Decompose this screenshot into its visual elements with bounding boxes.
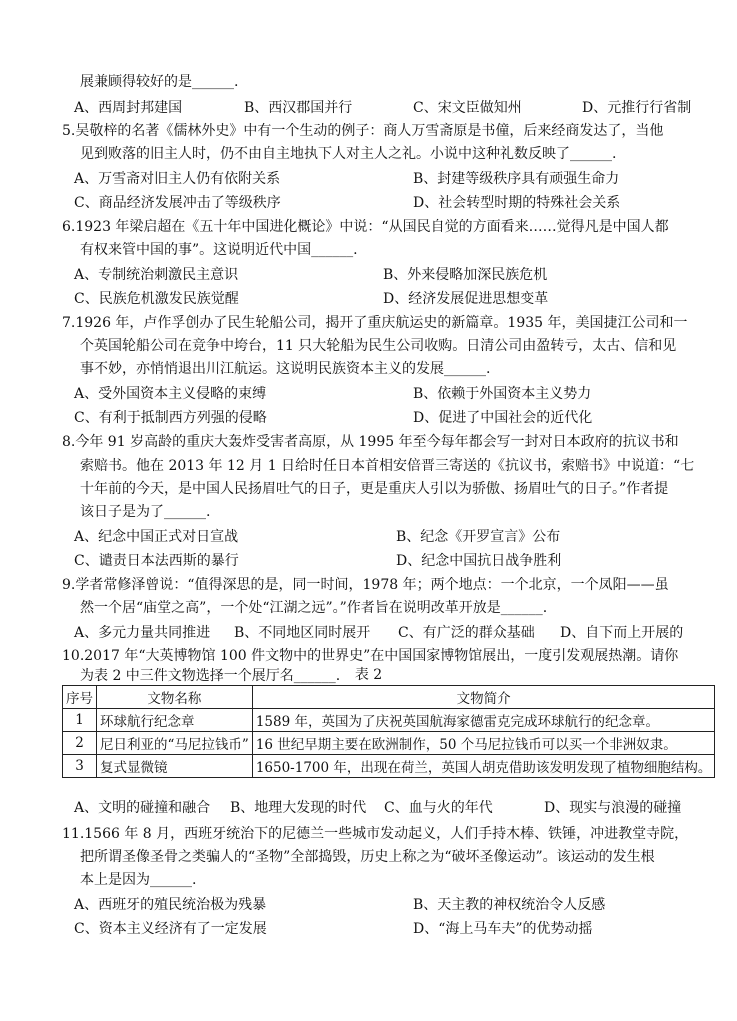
q5-line2: 见到败落的旧主人时，仍不由自主地执下人对主人之礼。小说中这种礼数反映了______. [80, 146, 617, 162]
q9-option-c: C、有广泛的群众基础 [398, 625, 535, 641]
q4-option-b: B、西汉郡国并行 [244, 100, 353, 116]
q5-option-b: B、封建等级秩序具有顽强生命力 [413, 171, 620, 187]
artifact-table [62, 685, 715, 778]
row-no: 2 [63, 732, 97, 755]
q4-option-c: C、宋文臣做知州 [413, 100, 522, 116]
row-desc: 16 世纪早期主要在欧洲制作，50 个马尼拉钱币可以买一个非洲奴隶。 [252, 732, 715, 755]
q7-option-c: C、有利于抵制西方列强的侵略 [74, 410, 267, 426]
q11-line3: 本上是因为______. [80, 872, 197, 888]
row-name: 环球航行纪念章 [97, 709, 253, 732]
table-row [63, 709, 715, 732]
row-name: 复式显微镜 [97, 755, 253, 778]
q5-option-d: D、社会转型时期的特殊社会关系 [413, 195, 621, 211]
q7-line3: 事不妙，亦悄悄退出川江航运。这说明民族资本主义的发展______. [80, 361, 491, 377]
q9-line1: 9.学者常修泽曾说：“值得深思的是，同一时间，1978 年；两个地点：一个北京，一个凤阳——虽 [62, 577, 669, 593]
q11-option-c: C、资本主义经济有了一定发展 [74, 921, 267, 937]
q6-option-d: D、经济发展促进思想变革 [383, 291, 549, 307]
q10-option-b: B、地理大发现的时代 [230, 800, 367, 816]
table-header-row [63, 686, 715, 709]
q7-option-a: A、受外国资本主义侵略的束缚 [74, 386, 267, 402]
q8-line1: 8.今年 91 岁高龄的重庆大轰炸受害者高原，从 1995 年至今每年都会写一封对日本政府的抗议书和 [62, 434, 679, 450]
q11-line2: 把所谓圣像圣骨之类骗人的“圣物”全部捣毁，历史上称之为“破坏圣像运动”。该运动的发生根 [80, 849, 655, 865]
q6-line2: 有权来管中国的事”。这说明近代中国______. [80, 242, 358, 258]
q9-option-b: B、不同地区同时展开 [234, 625, 371, 641]
q8-option-a: A、纪念中国正式对日宣战 [74, 529, 239, 545]
q11-option-a: A、西班牙的殖民统治极为残暴 [74, 897, 267, 913]
header-desc: 文物简介 [252, 686, 715, 709]
q11-option-b: B、天主教的神权统治令人反感 [413, 897, 606, 913]
q9-option-d: D、自下而上开展的 [560, 625, 684, 641]
q7-option-d: D、促进了中国社会的近代化 [413, 410, 593, 426]
q7-line2: 个英国轮船公司在竞争中垮台，11 只大轮船为民生公司收购。日清公司由盈转亏，太古、信和见 [80, 338, 677, 354]
q10-option-d: D、现实与浪漫的碰撞 [544, 800, 682, 816]
table-row [63, 732, 715, 755]
q4-option-d: D、元推行行省制 [582, 100, 692, 116]
q4-option-a: A、西周封邦建国 [74, 100, 183, 116]
q8-option-b: B、纪念《开罗宣言》公布 [396, 529, 561, 545]
header-no: 序号 [63, 686, 97, 709]
row-no: 1 [63, 709, 97, 732]
q11-line1: 11.1566 年 8 月，西班牙统治下的尼德兰一些城市发动起义，人们手持木棒、铁锤，冲进教堂寺院， [62, 826, 689, 842]
q8-line3: 十年前的今天，是中国人民扬眉吐气的日子，更是重庆人引以为骄傲、扬眉吐气的日子。”作者提 [80, 481, 669, 497]
q8-option-d: D、纪念中国抗日战争胜利 [396, 553, 562, 569]
q4-text: 展兼顾得较好的是______. [80, 74, 239, 90]
q9-line2: 然一个居“庙堂之高”，一个处“江湖之远”。”作者旨在说明改革开放是______. [80, 600, 548, 616]
q10-option-c: C、血与火的年代 [384, 800, 493, 816]
q10-option-a: A、文明的碰撞和融合 [74, 800, 211, 816]
row-desc: 1650-1700 年，出现在荷兰，英国人胡克借助该发明发现了植物细胞结构。 [252, 755, 715, 778]
q9-option-a: A、多元力量共同推进 [74, 625, 211, 641]
q6-line1: 6.1923 年梁启超在《五十年中国进化概论》中说：“从国民自觉的方面看来……觉得凡是中国人都 [62, 219, 669, 235]
q10-line2: 为表 2 中三件文物选择一个展厅名______. [80, 668, 341, 684]
row-desc: 1589 年，英国为了庆祝英国航海家德雷克完成环球航行的纪念章。 [252, 709, 715, 732]
q10-line1: 10.2017 年“大英博物馆 100 件文物中的世界史”在中国国家博物馆展出，一度引发观展热潮。请你 [62, 648, 679, 664]
table-row [63, 755, 715, 778]
q6-option-c: C、民族危机激发民族觉醒 [74, 291, 239, 307]
header-name: 文物名称 [97, 686, 253, 709]
row-name: 尼日利亚的“马尼拉钱币” [97, 732, 253, 755]
q6-option-a: A、专制统治刺激民主意识 [74, 267, 239, 283]
q6-option-b: B、外来侵略加深民族危机 [383, 267, 548, 283]
q8-option-c: C、谴责日本法西斯的暴行 [74, 553, 239, 569]
table-caption: 表 2 [354, 667, 383, 683]
q11-option-d: D、“海上马车夫”的优势动摇 [413, 921, 593, 937]
q5-option-a: A、万雪斋对旧主人仍有依附关系 [74, 171, 281, 187]
q5-option-c: C、商品经济发展冲击了等级秩序 [74, 195, 281, 211]
q5-line1: 5.吴敬梓的名著《儒林外史》中有一个生动的例子：商人万雪斋原是书僮，后来经商发达了，当他 [62, 123, 664, 139]
q7-option-b: B、依赖于外国资本主义势力 [413, 386, 592, 402]
q7-line1: 7.1926 年，卢作孚创办了民生轮船公司，揭开了重庆航运史的新篇章。1935 年，美国捷江公司和一 [62, 315, 688, 331]
q8-line2: 索赔书。他在 2013 年 12 月 1 日给时任日本首相安倍晋三寄送的《抗议书，索赔书》中说道：“七 [80, 458, 695, 474]
row-no: 3 [63, 755, 97, 778]
q8-line4: 该日子是为了______. [80, 504, 211, 520]
